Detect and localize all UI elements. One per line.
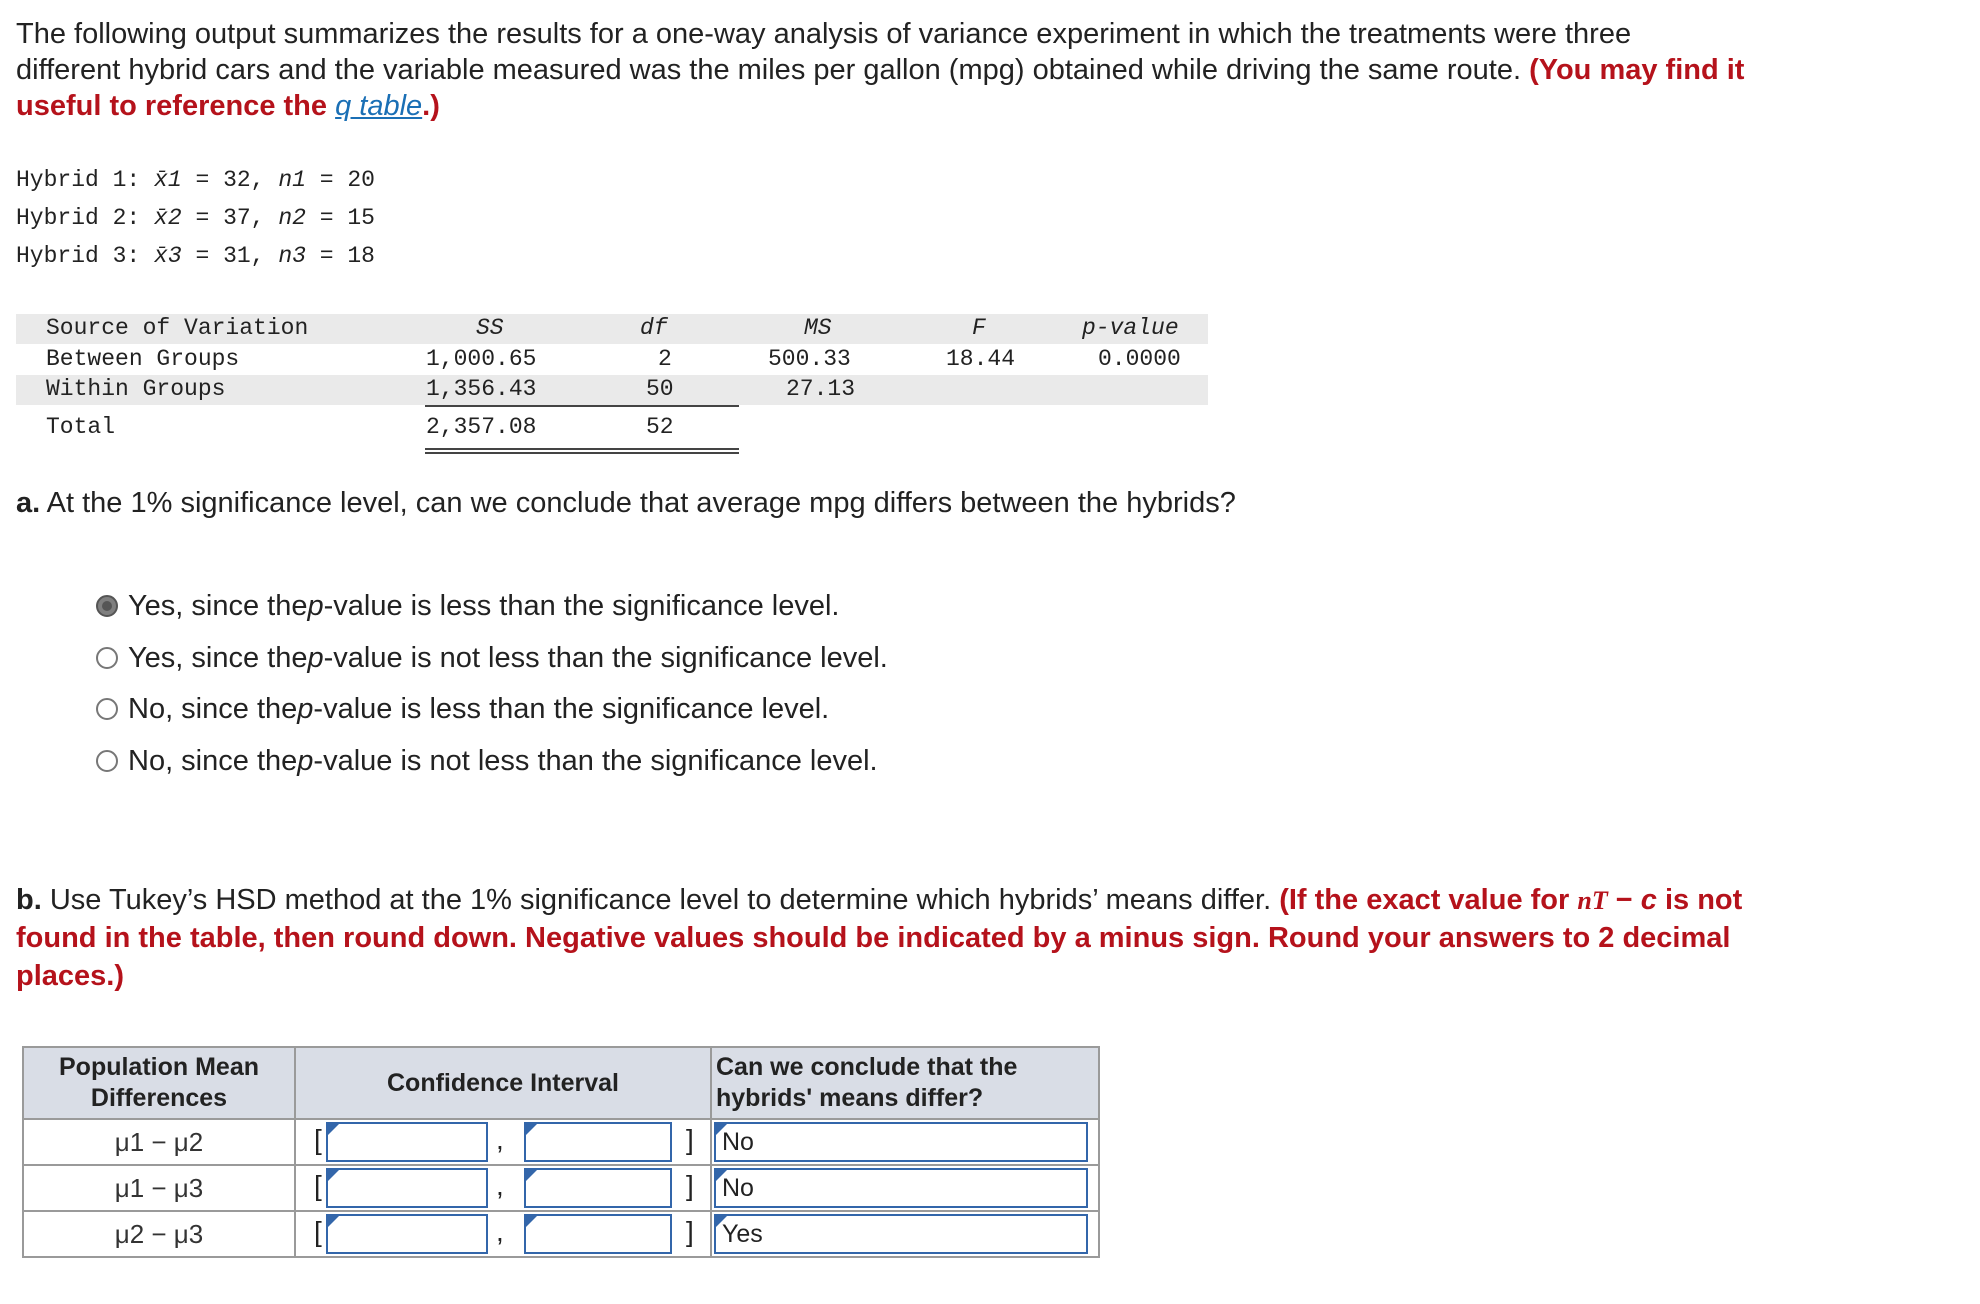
hybrid-3-data: Hybrid 3: x̄3 = 31, n3 = 18 bbox=[16, 243, 375, 269]
anova-header-df: df bbox=[640, 315, 668, 341]
conclusion-cell bbox=[711, 1165, 1099, 1211]
part-b-line-2: found in the table, then round down. Negative values should be indicated by a minus sign. Round your answers to 2 decimal bbox=[16, 922, 1731, 954]
lower-bound-input[interactable] bbox=[326, 1214, 488, 1254]
anova-header-f: F bbox=[972, 315, 986, 341]
anova-total-df: 52 bbox=[646, 414, 674, 440]
header-conclusion: Can we conclude that the hybrids' means differ? bbox=[711, 1047, 1099, 1119]
radio-selected-icon[interactable] bbox=[96, 595, 118, 617]
upper-bound-input[interactable] bbox=[524, 1122, 672, 1162]
option-yes-not-less[interactable]: Yes, since the p -value is not less than the significance level. bbox=[96, 636, 888, 680]
option-no-less[interactable]: No, since the p -value is less than the significance level. bbox=[96, 687, 829, 731]
anova-between-f: 18.44 bbox=[946, 346, 1016, 372]
table-row bbox=[23, 1119, 1099, 1165]
anova-header-source: Source of Variation bbox=[46, 315, 309, 341]
anova-between-ss: 1,000.65 bbox=[426, 346, 537, 372]
lower-bound-input[interactable] bbox=[326, 1168, 488, 1208]
option-no-not-less[interactable]: No, since the p -value is not less than the significance level. bbox=[96, 739, 878, 783]
anova-within-label: Within Groups bbox=[46, 376, 226, 402]
anova-between-label: Between Groups bbox=[46, 346, 240, 372]
intro-line-1: The following output summarizes the results for a one-way analysis of variance experiment in which the treatments were three bbox=[16, 18, 1632, 50]
ci-cell: [ , ] bbox=[295, 1119, 711, 1165]
lower-bound-input[interactable] bbox=[326, 1122, 488, 1162]
upper-bound-input[interactable] bbox=[524, 1214, 672, 1254]
anova-within-ms: 27.13 bbox=[786, 376, 856, 402]
tukey-results-table bbox=[22, 1046, 1100, 1258]
anova-header-ms: MS bbox=[804, 315, 832, 341]
anova-header-p: p-value bbox=[1082, 315, 1179, 341]
anova-total-label: Total bbox=[46, 414, 116, 440]
conclusion-dropdown[interactable]: No bbox=[714, 1168, 1088, 1208]
table-row bbox=[23, 1211, 1099, 1257]
conclusion-dropdown[interactable]: Yes bbox=[714, 1214, 1088, 1254]
part-a-question: a. At the 1% significance level, can we conclude that average mpg differs between the hybrids? bbox=[16, 487, 1236, 519]
anova-header-ss: SS bbox=[476, 315, 504, 341]
anova-within-df: 50 bbox=[646, 376, 674, 402]
anova-between-df: 2 bbox=[658, 346, 672, 372]
header-confidence-interval: Confidence Interval bbox=[295, 1047, 711, 1119]
ci-cell: [ , ] bbox=[295, 1211, 711, 1257]
anova-total-ss: 2,357.08 bbox=[426, 414, 537, 440]
anova-total-rule-2 bbox=[425, 452, 739, 454]
radio-icon[interactable] bbox=[96, 698, 118, 720]
part-b-line-3: places.) bbox=[16, 960, 124, 992]
part-b-line-1: b. Use Tukey’s HSD method at the 1% significance level to determine which hybrids’ means differ. (If the exact value for nT − c is not bbox=[16, 884, 1743, 916]
anova-between-ms: 500.33 bbox=[768, 346, 851, 372]
anova-subtotal-rule bbox=[425, 405, 739, 407]
conclusion-dropdown[interactable]: No bbox=[714, 1122, 1088, 1162]
conclusion-cell bbox=[711, 1119, 1099, 1165]
conclusion-cell bbox=[711, 1211, 1099, 1257]
header-population-mean-differences: Population Mean Differences bbox=[23, 1047, 295, 1119]
radio-icon[interactable] bbox=[96, 647, 118, 669]
hybrid-1-data: Hybrid 1: x̄1 = 32, n1 = 20 bbox=[16, 167, 375, 193]
hybrid-2-data: Hybrid 2: x̄2 = 37, n2 = 15 bbox=[16, 205, 375, 231]
diff-mu2-mu3: μ2 − μ3 bbox=[23, 1211, 295, 1257]
upper-bound-input[interactable] bbox=[524, 1168, 672, 1208]
intro-line-3: useful to reference the q table.) bbox=[16, 90, 440, 122]
anova-total-rule-1 bbox=[425, 448, 739, 450]
intro-line-2: different hybrid cars and the variable measured was the miles per gallon (mpg) obtained while driving the same route. (You may find it bbox=[16, 54, 1745, 86]
diff-mu1-mu2: μ1 − μ2 bbox=[23, 1119, 295, 1165]
radio-icon[interactable] bbox=[96, 750, 118, 772]
diff-mu1-mu3: μ1 − μ3 bbox=[23, 1165, 295, 1211]
table-row bbox=[23, 1165, 1099, 1211]
anova-within-ss: 1,356.43 bbox=[426, 376, 537, 402]
anova-between-p: 0.0000 bbox=[1098, 346, 1181, 372]
ci-cell: [ , ] bbox=[295, 1165, 711, 1211]
q-table-link[interactable]: q table bbox=[335, 90, 423, 122]
option-yes-less[interactable]: Yes, since the p -value is less than the significance level. bbox=[96, 584, 839, 628]
